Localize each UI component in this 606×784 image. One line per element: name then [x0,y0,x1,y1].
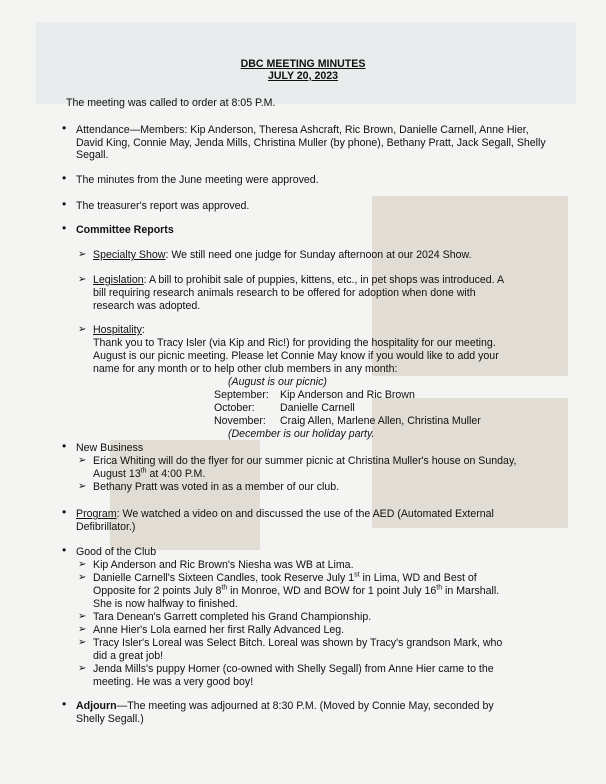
specialty-show [93,249,472,262]
bullet-icon: • [62,439,67,453]
club-item-5: Tracy Isler's Loreal was Select Bitch. Loreal was shown by Tracy's grandson Mark, who [93,637,503,649]
document-title: DBC MEETING MINUTES [240,58,366,70]
bullet-icon: • [62,543,67,557]
program-label: Program [76,508,117,520]
minutes-approved: The minutes from the June meeting were approved. [76,174,319,186]
document-date: JULY 20, 2023 [267,70,339,82]
legislation [93,274,504,287]
hospitality-month-row [214,402,355,415]
committee-heading: Committee Reports [76,224,174,236]
hospitality [93,324,145,337]
bullet-icon: • [62,505,67,519]
hospitality-line2: August is our picnic meeting. Please let Connie May know if you would like to add your [93,350,499,362]
bullet-icon: • [62,197,67,211]
club-item-3: Tara Denean's Garrett completed his Grand Championship. [93,611,372,623]
call-to-order: The meeting was called to order at 8:05 P.M. [66,97,276,109]
arrow-bullet-icon: ➢ [78,637,87,648]
legislation-line3: research was adopted. [93,300,201,312]
new-business-item-1-cont [93,468,205,481]
ordinal-suffix: th [140,467,147,475]
arrow-bullet-icon: ➢ [78,572,87,583]
picnic-time: at 4:00 P.M. [146,468,206,480]
bullet-icon: • [62,697,67,711]
ordinal-suffix: th [221,584,228,592]
new-business-item-1: Erica Whiting will do the flyer for our summer picnic at Christina Muller's house on Sunday, [93,455,517,467]
month-names: Kip Anderson and Ric Brown [280,389,415,401]
hospitality-line1: Thank you to Tracy Isler (via Kip and Ric!) for providing the hospitality for our meeting. [93,337,496,349]
hospitality-label: Hospitality [93,324,142,336]
club-item-6-cont: meeting. He was a very good boy! [93,676,254,688]
arrow-bullet-icon: ➢ [78,455,87,466]
club-item-2-text: in Marshall. [442,585,500,597]
month-names: Danielle Carnell [280,402,355,414]
new-business-item-2: Bethany Pratt was voted in as a member of our club. [93,481,340,493]
attendance-list: Kip Anderson, Theresa Ashcraft, Ric Brown, Danielle Carnell, Anne Hier, David King, Connie May, Jenda Mills, Christina Muller (by phone), Bethany Pratt, Jack Segall, Shelly Segall. [76,124,546,162]
club-item-2 [93,572,477,585]
december-note: (December is our holiday party. [228,428,375,440]
club-item-2-text: Opposite for 2 points July 8 [93,585,222,597]
treasurer-report: The treasurer's report was approved. [76,200,250,212]
club-item-2-text: Danielle Carnell's Sixteen Candles, took Reserve July 1 [93,572,355,584]
hospitality-line3: name for any month or to help other club members in any month: [93,363,398,375]
new-business-heading: New Business [76,442,144,454]
arrow-bullet-icon: ➢ [78,624,87,635]
arrow-bullet-icon: ➢ [78,663,87,674]
club-item-2-text: in Lima, WD and Best of [359,572,477,584]
adjourn [76,700,494,713]
club-item-5-cont: did a great job! [93,650,164,662]
month-label: November: [214,415,266,427]
august-note: (August is our picnic) [228,376,327,388]
month-label: October: [214,402,255,414]
arrow-bullet-icon: ➢ [78,481,87,492]
hospitality-month-row [214,415,481,428]
program [76,508,494,521]
good-of-club-heading: Good of the Club [76,546,157,558]
club-item-6: Jenda Mills's puppy Homer (co-owned with Shelly Segall) from Anne Hier came to the [93,663,494,675]
adjourn-line2: Shelly Segall.) [76,713,144,725]
adjourn-label: Adjourn [76,700,117,712]
attendance-label: Attendance—Members: [76,124,188,136]
bullet-icon: • [62,171,67,185]
club-item-2-line3: She is now halfway to finished. [93,598,238,610]
arrow-bullet-icon: ➢ [78,324,87,335]
club-item-4: Anne Hier's Lola earned her first Rally Advanced Leg. [93,624,345,636]
ordinal-suffix: st [354,571,360,579]
month-names: Craig Allen, Marlene Allen, Christina Muller [280,415,481,427]
adjourn-line1: —The meeting was adjourned at 8:30 P.M. (Moved by Connie May, seconded by [116,700,494,712]
month-label: September: [214,389,269,401]
bullet-icon: • [62,221,67,235]
legislation-line2: bill requiring research animals research to be offered for adoption when done with [93,287,476,299]
ordinal-suffix: th [436,584,443,592]
club-item-2-cont [93,585,499,598]
hospitality-month-row [214,389,415,402]
club-item-2-text: in Monroe, WD and BOW for 1 point July 16 [227,585,437,597]
legislation-line1: : A bill to prohibit sale of puppies, kittens, etc., in pet shops was introduced. A [143,274,505,286]
hospitality-colon: : [141,324,145,336]
arrow-bullet-icon: ➢ [78,611,87,622]
bullet-icon: • [62,121,67,135]
program-line2: Defibrillator.) [76,521,136,533]
arrow-bullet-icon: ➢ [78,249,87,260]
program-line1: : We watched a video on and discussed the use of the AED (Automated External [116,508,494,520]
arrow-bullet-icon: ➢ [78,559,87,570]
specialty-show-label: Specialty Show [93,249,166,261]
attendance [76,124,546,162]
specialty-show-text: : We still need one judge for Sunday afternoon at our 2024 Show. [165,249,472,261]
legislation-label: Legislation [93,274,144,286]
picnic-date: August 13 [93,468,141,480]
club-item-1: Kip Anderson and Ric Brown's Niesha was WB at Lima. [93,559,354,571]
arrow-bullet-icon: ➢ [78,274,87,285]
